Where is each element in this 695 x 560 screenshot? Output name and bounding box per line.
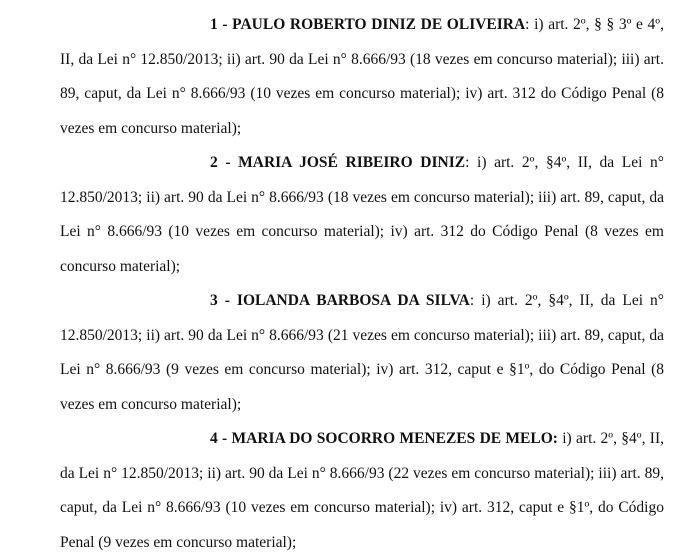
charges-text: : i) art. 2º, § § 3º e 4º, II, da Lei n° 12.850/2013; ii) art. 90 da Lei n° 8.666/93 (18 vezes em concurso material); iii) art. 89, caput, da Lei n° 8.666/93 (10 vezes em concurso material); iv) art. 312 do Código Penal (8 vezes em concurso material);: [60, 16, 664, 137]
defendant-name: 3 - IOLANDA BARBOSA DA SILVA: [210, 292, 470, 309]
defendant-entry-2: [60, 146, 664, 284]
document-body: [60, 8, 664, 560]
defendant-entry-4: [60, 422, 664, 560]
defendant-name: 4 - MARIA DO SOCORRO MENEZES DE MELO:: [210, 430, 558, 447]
charges-text: : i) art. 2º, §4º, II, da Lei n° 12.850/2013; ii) art. 90 da Lei n° 8.666/93 (21 vezes em concurso material); iii) art. 89, caput, da Lei n° 8.666/93 (9 vezes em concurso material); iv) art. 312, caput e §1º, do Código Penal (8 vezes em concurso material);: [60, 292, 664, 413]
defendant-entry-3: [60, 284, 664, 422]
charges-text: i) art. 2º, §4º, II, da Lei n° 12.850/2013; ii) art. 90 da Lei n° 8.666/93 (22 vezes em concurso material); iii) art. 89, caput, da Lei n° 8.666/93 (10 vezes em concurso material); iv) art. 312, caput e §1º, do Código Penal (9 vezes em concurso material);: [60, 430, 664, 551]
defendant-entry-1: [60, 8, 664, 146]
defendant-name: 2 - MARIA JOSÉ RIBEIRO DINIZ: [210, 154, 466, 171]
defendant-name: 1 - PAULO ROBERTO DINIZ DE OLIVEIRA: [210, 16, 526, 33]
charges-text: : i) art. 2º, §4º, II, da Lei n° 12.850/2013; ii) art. 90 da Lei n° 8.666/93 (18 vezes em concurso material); iii) art. 89, caput, da Lei n° 8.666/93 (10 vezes em concurso material); iv) art. 312 do Código Penal (8 vezes em concurso material);: [60, 154, 664, 275]
